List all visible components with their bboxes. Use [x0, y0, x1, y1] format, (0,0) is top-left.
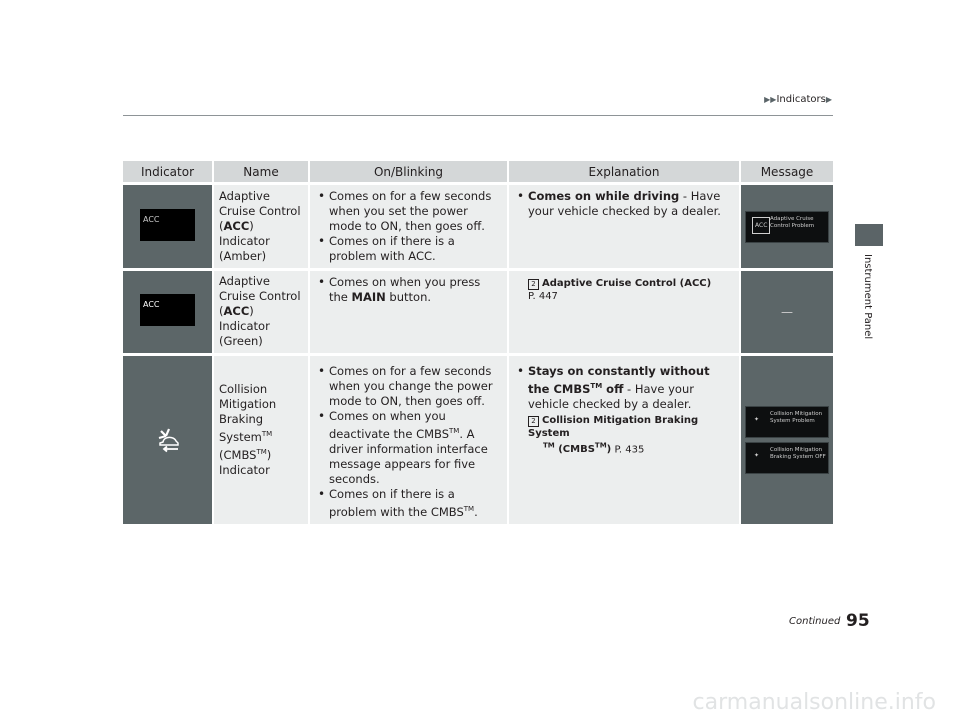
indicator-cell [123, 356, 214, 524]
reference-arrow-icon: 2 [528, 279, 539, 290]
reference-page: P. 447 [528, 291, 558, 302]
breadcrumb-label: Indicators [776, 94, 826, 105]
message-display [745, 211, 829, 243]
indicator-cell [123, 271, 214, 353]
list-item [329, 409, 502, 487]
explanation-cell [509, 185, 741, 268]
col-message: Message [741, 161, 833, 182]
name-text: Adaptive Cruise Control ( [219, 274, 301, 318]
on-blinking-cell [310, 271, 509, 353]
on-text: Comes on if there is a problem with the CMBS [329, 486, 464, 519]
name-cell [214, 271, 310, 353]
message-icon-text: ACC [752, 217, 770, 234]
col-indicator: Indicator [123, 161, 214, 182]
name-bold: ACC [223, 219, 250, 233]
col-name: Name [214, 161, 310, 182]
on-text: . A driver information interface message appears for five seconds. [329, 426, 488, 486]
reference-title: (CMBS [554, 444, 595, 456]
name-text: (CMBS [219, 447, 257, 462]
explanation-text: - Have your vehicle checked by a dealer. [528, 381, 694, 411]
name-text: Adaptive Cruise Control ( [219, 189, 301, 233]
message-cell [741, 271, 833, 353]
header-rule [123, 115, 833, 116]
breadcrumb [764, 94, 832, 105]
page-number: 95 [846, 611, 870, 631]
trademark: TM [463, 504, 475, 513]
message-text: Collision Mitigation Braking System OFF [770, 446, 826, 460]
on-blinking-cell [310, 185, 509, 268]
name-text: ) Indicator (Green) [219, 304, 270, 348]
on-blinking-cell [310, 356, 509, 524]
list-item [528, 189, 734, 219]
breadcrumb-arrow-icon: ▶ [825, 95, 832, 104]
explanation-bold: Comes on while driving [528, 189, 680, 203]
indicator-cell [123, 185, 214, 268]
reference-arrow-icon: 2 [528, 416, 539, 427]
name-cell [214, 356, 310, 524]
table-row [123, 356, 833, 524]
message-text: Collision Mitigation System Problem [770, 410, 823, 424]
section-tab [855, 224, 883, 246]
indicator-table [123, 158, 833, 527]
name-text: Indicator [219, 462, 270, 477]
list-item [329, 275, 502, 305]
acc-green-icon [140, 294, 195, 326]
cross-reference[interactable] [528, 414, 734, 456]
acc-amber-icon [140, 209, 195, 241]
watermark: carmanualsonline.info [692, 690, 936, 715]
explanation-text: - Have your vehicle checked by a dealer. [528, 189, 721, 218]
reference-title-cont [543, 441, 612, 456]
trademark: TM [261, 430, 273, 438]
trademark: TM [449, 427, 460, 435]
name-text: ) [266, 447, 272, 462]
section-label: Instrument Panel [862, 254, 873, 340]
message-cell [741, 185, 833, 268]
collision-icon: ✦ [754, 451, 760, 459]
message-cell [741, 356, 833, 524]
trademark: TM [590, 382, 603, 390]
message-display [745, 442, 829, 474]
explanation-cell [509, 356, 741, 524]
name-text: System [219, 429, 262, 444]
col-explanation: Explanation [509, 161, 741, 182]
trademark: TM [594, 441, 607, 450]
name-bold: ACC [223, 304, 250, 318]
explanation-bold: off [602, 381, 624, 396]
message-display [745, 406, 829, 438]
reference-title: ) [606, 444, 612, 456]
explanation-cell [509, 271, 741, 353]
cross-reference[interactable] [528, 277, 734, 303]
on-text: Comes on when you deactivate the CMBS [329, 409, 450, 441]
no-message-dash: — [781, 304, 793, 319]
acc-icon-text: ACC [143, 214, 160, 224]
main-button-label: MAIN [351, 290, 386, 304]
on-text: . [474, 504, 478, 519]
name-text: Mitigation [219, 397, 277, 411]
on-text: button. [385, 290, 432, 304]
cmbs-icon [148, 418, 188, 458]
col-on-blinking: On/Blinking [310, 161, 509, 182]
list-item: • Comes on for a few seconds when you set the power mode to ON, then goes off. [329, 189, 502, 234]
trademark: TM [543, 441, 555, 450]
acc-icon-text: ACC [143, 300, 160, 309]
name-text: Collision [219, 382, 268, 396]
name-text: ) Indicator (Amber) [219, 219, 270, 263]
table-header-row [123, 161, 833, 182]
on-text: Comes on when you press the [329, 275, 481, 304]
table-row [123, 185, 833, 268]
list-item: • Comes on if there is a problem with ACC. [329, 234, 502, 264]
continued-label: Continued [789, 616, 841, 627]
name-text: Braking [219, 412, 264, 426]
list-item: • Comes on for a few seconds when you change the power mode to ON, then goes off. [329, 364, 502, 409]
message-text: Adaptive Cruise Control Problem [770, 215, 815, 229]
collision-icon: ✦ [754, 415, 760, 423]
reference-title: Collision Mitigation Braking System [528, 414, 699, 439]
trademark: TM [256, 447, 267, 456]
explanation-bold: Stays on constantly without the CMBS [528, 364, 710, 396]
list-item [528, 364, 734, 412]
breadcrumb-arrow-icon: ▶▶ [764, 95, 777, 104]
name-cell [214, 185, 310, 268]
list-item [329, 487, 502, 520]
reference-title: Adaptive Cruise Control (ACC) [542, 278, 712, 289]
reference-page: P. 435 [614, 444, 645, 456]
table-row [123, 271, 833, 353]
